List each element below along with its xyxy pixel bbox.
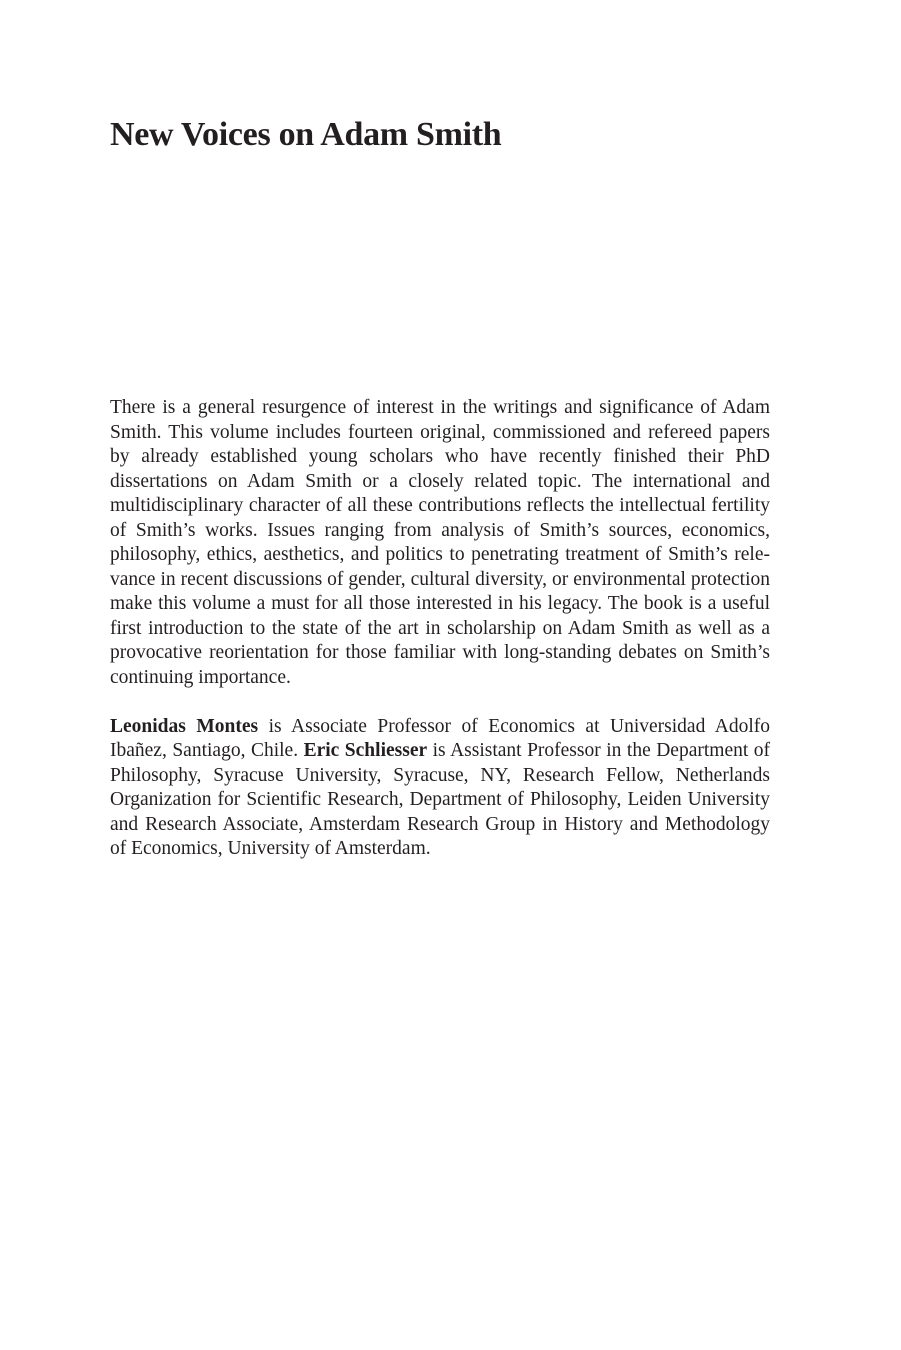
book-title: New Voices on Adam Smith xyxy=(110,116,502,153)
editors-bio xyxy=(110,715,770,862)
book-description: There is a general resurgence of interest in the writings and significance of Adam Smith. This volume includes fourteen original, commissioned and refereed papers by already established young scholars who have recently finished their PhD dissertations on Adam Smith or a closely related topic. The international and multidisciplinary character of all these contributions reflects the intellectual fertility of Smith’s works. Issues ranging from analysis of Smith’s sources, economics, philosophy, ethics, aesthetics, and politics to penetrating treatment of Smith’s relevance in recent discussions of gender, cultural diversity, or environmental protection make this volume a must for all those interested in his legacy. The book is a useful first introduction to the state of the art in scholarship on Adam Smith as well as a provocative reorientation for those familiar with long-standing debates on Smith’s continuing importance. xyxy=(110,397,770,688)
editor-name-schliesser: Eric Schliesser xyxy=(303,740,428,761)
editor-bio-schliesser: is Assistant Professor in the Department of Philosophy, Syracuse University, Syracuse, NY, Research Fellow, Netherlands Organization for Scientific Research, Department of Philosophy, Leiden University and Research Associate, Amsterdam Research Group in History and Methodology of Economics, University of Amsterdam. xyxy=(110,740,771,859)
editor-bio-montes: is Associate Professor of Economics at Universidad Adolfo Ibañez, Santiago, Chile. xyxy=(110,715,770,761)
blurb-block xyxy=(110,396,770,862)
editor-name-montes: Leonidas Montes xyxy=(110,715,259,737)
